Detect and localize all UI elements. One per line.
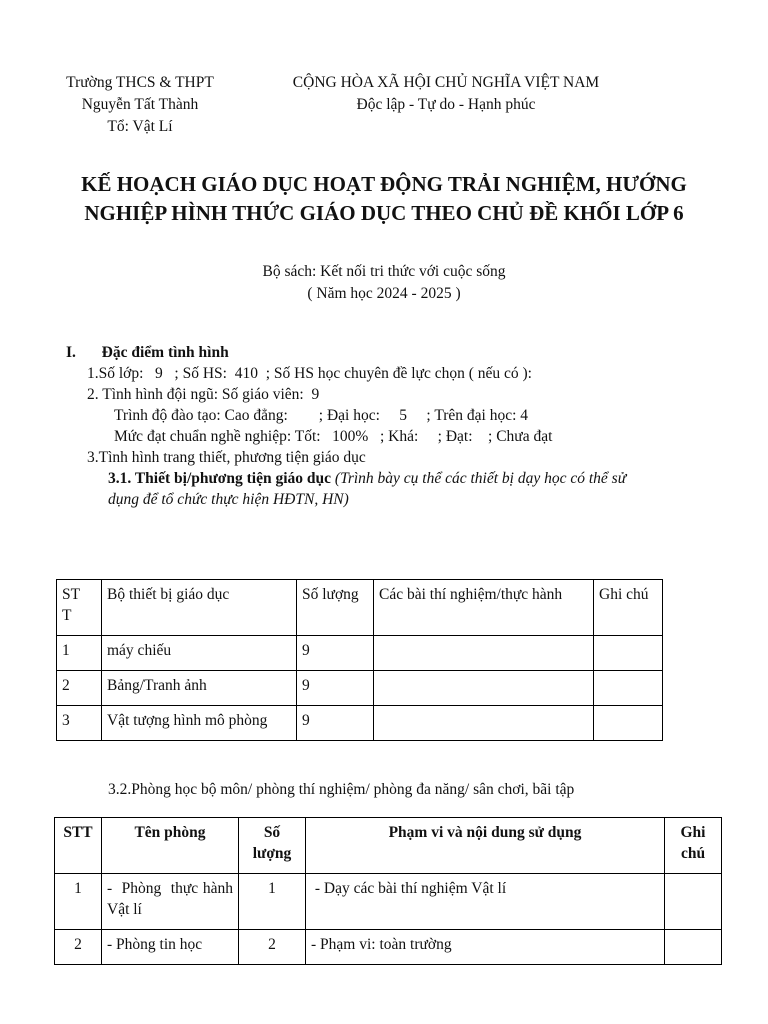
section1-heading — [66, 342, 229, 363]
cell-scope: - Dạy các bài thí nghiệm Vật lí — [306, 874, 665, 930]
header-equipment: Bộ thiết bị giáo dục — [102, 580, 297, 636]
title-line2: NGHIỆP HÌNH THỨC GIÁO DỤC THEO CHỦ ĐỀ KHỐI LỚP 6 — [84, 201, 684, 225]
cell-stt: 1 — [55, 874, 102, 930]
cell-experiments — [374, 671, 594, 706]
republic-motto: Độc lập - Tự do - Hạnh phúc — [356, 96, 536, 113]
class-count-line: 1.Số lớp: 9 ; Số HS: 410 ; Số HS học chuyên đề lực chọn ( nếu có ): — [87, 365, 532, 382]
subsection-3-1-note: (Trình bày cụ thể các thiết bị dạy học có thể sử — [334, 470, 627, 487]
cell-room-name: - Phòng thực hành Vật lí — [102, 874, 239, 930]
document-title — [20, 170, 748, 228]
cell-quantity: 1 — [239, 874, 306, 930]
bookset-name: Bộ sách: Kết nối tri thức với cuộc sống — [262, 263, 506, 280]
cell-notes — [594, 636, 663, 671]
cell-notes — [594, 671, 663, 706]
section1-number: I. — [66, 344, 76, 361]
school-year: ( Năm học 2024 - 2025 ) — [307, 285, 461, 302]
cell-scope: - Phạm vi: toàn trường — [306, 930, 665, 965]
qualification-line: Trình độ đào tạo: Cao đẳng: ; Đại học: 5 ; Trên đại học: 4 — [114, 407, 529, 424]
republic-header — [246, 72, 646, 116]
header-notes: Ghi chú — [594, 580, 663, 636]
cell-stt: 1 — [57, 636, 102, 671]
header-stt: ST T — [57, 580, 102, 636]
cell-notes — [665, 930, 722, 965]
subsection-3-1-note-cont: dụng để tổ chức thực hiện HĐTN, HN) — [108, 491, 349, 508]
equipment-table — [56, 579, 663, 741]
cell-stt: 2 — [55, 930, 102, 965]
cell-quantity: 9 — [297, 706, 374, 741]
header-quantity: Số lượng — [297, 580, 374, 636]
school-name-line1: Trường THCS & THPT — [66, 74, 214, 91]
school-name-line2: Nguyễn Tất Thành — [81, 96, 199, 113]
section1-title: Đặc điểm tình hình — [101, 344, 229, 361]
table-row — [57, 636, 663, 671]
equipment-line: 3.Tình hình trang thiết, phương tiện giáo dục — [87, 449, 366, 466]
cell-equipment: máy chiếu — [102, 636, 297, 671]
header-stt: STT — [55, 818, 102, 874]
cell-notes — [665, 874, 722, 930]
cell-equipment: Vật tượng hình mô phòng — [102, 706, 297, 741]
cell-quantity: 9 — [297, 671, 374, 706]
table-header-row — [55, 818, 722, 874]
cell-stt: 2 — [57, 671, 102, 706]
cell-notes — [594, 706, 663, 741]
table-header-row — [57, 580, 663, 636]
cell-equipment: Bảng/Tranh ảnh — [102, 671, 297, 706]
cell-quantity: 2 — [239, 930, 306, 965]
header-experiments: Các bài thí nghiệm/thực hành — [374, 580, 594, 636]
bookset-info — [0, 261, 768, 305]
table-row — [57, 671, 663, 706]
republic-name: CỘNG HÒA XÃ HỘI CHỦ NGHĨA VIỆT NAM — [292, 74, 600, 91]
subsection-3-1-title: 3.1. Thiết bị/phương tiện giáo dục — [108, 470, 332, 487]
subsection-3-2: 3.2.Phòng học bộ môn/ phòng thí nghiệm/ phòng đa năng/ sân chơi, bãi tập — [108, 781, 575, 798]
header-quantity: Số lượng — [239, 818, 306, 874]
table-row — [57, 706, 663, 741]
header-notes: Ghi chú — [665, 818, 722, 874]
table-row — [55, 930, 722, 965]
department-name: Tổ: Vật Lí — [107, 118, 173, 135]
rooms-table — [54, 817, 722, 965]
staff-line: 2. Tình hình đội ngũ: Số giáo viên: 9 — [87, 386, 320, 403]
school-header — [40, 72, 240, 138]
title-line1: KẾ HOẠCH GIÁO DỤC HOẠT ĐỘNG TRẢI NGHIỆM, HƯỚNG — [81, 172, 687, 196]
cell-experiments — [374, 706, 594, 741]
subsection-3-1 — [108, 468, 626, 489]
table-row — [55, 874, 722, 930]
cell-stt: 3 — [57, 706, 102, 741]
cell-quantity: 9 — [297, 636, 374, 671]
header-room-name: Tên phòng — [102, 818, 239, 874]
cell-room-name: - Phòng tin học — [102, 930, 239, 965]
standard-line: Mức đạt chuẩn nghề nghiệp: Tốt: 100% ; Khá: ; Đạt: ; Chưa đạt — [114, 428, 553, 445]
cell-experiments — [374, 636, 594, 671]
header-scope: Phạm vi và nội dung sử dụng — [306, 818, 665, 874]
